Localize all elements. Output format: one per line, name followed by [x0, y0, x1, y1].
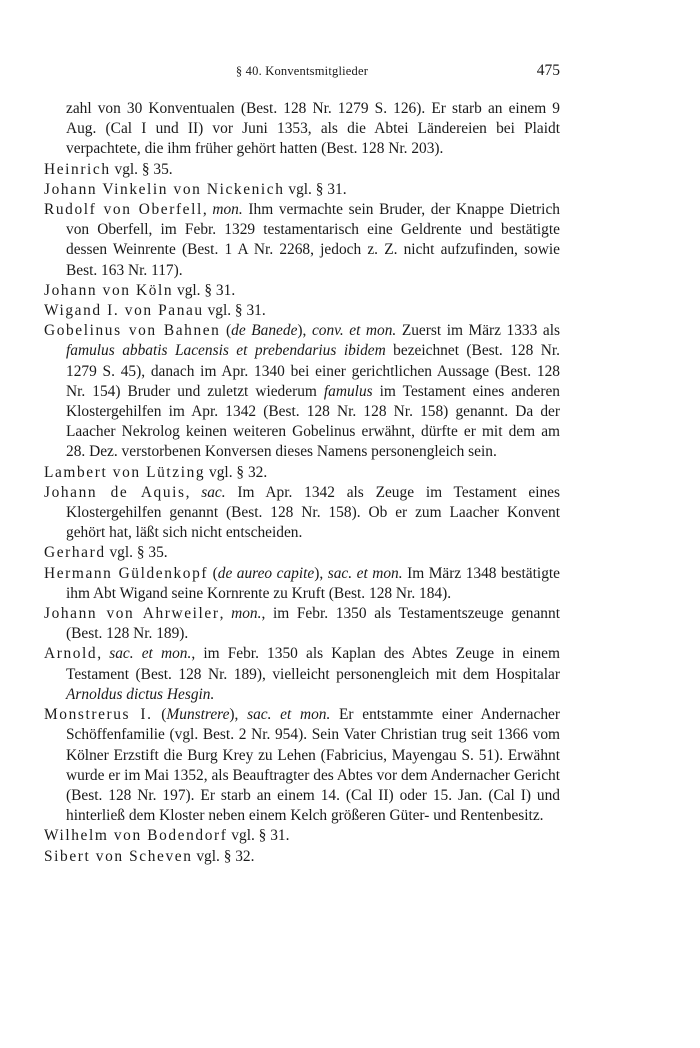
entry-latin-term: mon. — [212, 201, 243, 219]
entry-name: Arnold — [44, 645, 98, 663]
entry-text: , — [185, 483, 202, 501]
entry-text: Im Apr. 1342 als Zeuge im Testament eines Klostergehilfen genannt (Best. 128 Nr. 158). Ob er zum Laacher Konvent gehört hat, läßt sich nicht entscheiden. — [66, 483, 560, 542]
entry-latin-term: Arnoldus dictus Hesgin. — [66, 685, 215, 703]
entry-latin-term: de Banede — [231, 322, 298, 340]
register-entry — [44, 543, 560, 563]
entry-text: , — [202, 201, 213, 219]
entry-name: Heinrich — [44, 160, 111, 178]
entry-name: Johann von Köln — [44, 281, 174, 299]
entry-text: vgl. § 31. — [284, 180, 347, 198]
entry-latin-term: famulus — [323, 382, 373, 400]
entry-text: vgl. § 35. — [105, 544, 168, 562]
entry-latin-term: mon. — [231, 605, 262, 623]
entry-text: zahl von 30 Konventualen (Best. 128 Nr. 1279 S. 126). Er starb an einem 9 Aug. (Cal I und II) vor Juni 1353, als die Abtei Ländereien bei Plaidt verpachtete, die ihm früher gehört hatten (Best. 128 Nr. 203). — [66, 100, 560, 158]
page-number: 475 — [536, 62, 560, 79]
entry-text: , im Febr. 1350 als Kaplan des Abtes Zeuge in einem Testament (Best. 128 Nr. 189), vielleicht personengleich mit dem Hospitalar — [66, 645, 560, 683]
entry-name: Gobelinus von Bahnen — [44, 322, 221, 340]
entry-text: Ihm vermachte sein Bruder, der Knappe Dietrich von Oberfell, im Febr. 1329 testamentarisch eine Geldrente und bestätigte dessen Weinrente (Best. 1 A Nr. 2268, jedoch z. Z. nicht aufzufinden, sowie Best. 163 Nr. 117). — [66, 201, 560, 279]
entry-name: Sibert von Scheven — [44, 847, 193, 865]
register-entry — [44, 321, 560, 462]
register-entry — [44, 180, 560, 200]
entry-name: Johann von Ahrweiler — [44, 605, 220, 623]
register-entry — [44, 705, 560, 826]
page-header — [44, 64, 560, 84]
entry-text: , im Febr. 1350 als Testamentszeuge genannt (Best. 128 Nr. 189). — [66, 605, 560, 643]
entry-name: Johann de Aquis — [44, 483, 186, 501]
entry-name: Wigand I. von Panau — [44, 302, 204, 320]
entry-text: , — [219, 605, 232, 623]
entry-latin-term: sac. — [201, 483, 226, 501]
entry-latin-term: conv. et mon. — [311, 322, 397, 340]
entry-name: Hermann Güldenkopf — [44, 564, 209, 582]
entry-latin-term: famulus abbatis Lacensis et prebendarius ibidem — [66, 342, 386, 360]
entry-text: ), — [229, 706, 248, 724]
entry-text: vgl. § 35. — [110, 160, 173, 178]
entry-text: , — [97, 645, 110, 663]
entry-text: bezeichnet (Best. 128 Nr. 1279 S. 45), danach im Apr. 1340 bei einer gerichtlichen Aussage (Best. 128 Nr. 154) Bruder und zuletzt wiederum — [66, 342, 560, 400]
entry-latin-term: sac. et mon. — [327, 564, 403, 582]
entry-text: vgl. § 32. — [192, 847, 255, 865]
entry-name: Lambert von Lützing — [44, 463, 206, 481]
entry-text: Zuerst im März 1333 als — [396, 322, 560, 340]
register-entry — [44, 200, 560, 281]
register-entry — [44, 644, 560, 705]
entry-name: Gerhard — [44, 544, 106, 562]
entry-name: Monstrerus I. — [44, 706, 153, 724]
register-entry — [44, 564, 560, 604]
register-entry — [44, 463, 560, 483]
register-entry — [44, 281, 560, 301]
register-entry — [44, 826, 560, 846]
register-entry — [44, 99, 560, 160]
entry-text: vgl. § 31. — [227, 827, 290, 845]
entry-text: ( — [220, 322, 232, 340]
entry-text: Er entstammte einer Andernacher Schöffenfamilie (vgl. Best. 2 Nr. 954). Sein Vater Christian trug seit 1366 vom Kölner Erzstift die Burg Krey zu Lehen (Fabricius, Mayengau S. 51). Erwähnt wurde er im Mai 1352, als Beauftragter des Abtes vor dem Andernacher Gericht (Best. 128 Nr. 197). Er starb an einem 14. (Cal II) oder 15. Jan. (Cal I) und hinterließ dem Kloster neben einem Kelch größeren Güter- und Rentenbesitz. — [66, 706, 560, 825]
entry-text: vgl. § 31. — [173, 281, 236, 299]
entry-latin-term: sac. et mon. — [109, 645, 192, 663]
entry-text: ( — [152, 706, 167, 724]
entry-text: vgl. § 32. — [205, 463, 268, 481]
running-title: § 40. Konventsmitglieder — [235, 64, 369, 78]
entry-text: ), — [314, 564, 328, 582]
entry-list — [44, 99, 560, 867]
register-entry — [44, 847, 560, 867]
entry-latin-term: Munstrere — [166, 706, 230, 724]
entry-text: ), — [297, 322, 312, 340]
register-entry — [44, 604, 560, 644]
register-entry — [44, 160, 560, 180]
register-entry — [44, 301, 560, 321]
entry-latin-term: sac. et mon. — [247, 706, 331, 724]
entry-text: vgl. § 31. — [203, 302, 266, 320]
entry-name: Rudolf von Oberfell — [44, 201, 203, 219]
entry-name: Johann Vinkelin von Nickenich — [44, 180, 285, 198]
entry-text: im Testament eines anderen Klostergehilfen im Apr. 1342 (Best. 128 Nr. 128 Nr. 158) genannt. Da der Laacher Nekrolog keinen weiteren Gobelinus erwähnt, dürfte er mit dem am 28. Dez. verstorbenen Konversen dieses Namens personengleich sein. — [66, 382, 560, 461]
register-entry — [44, 483, 560, 544]
entry-latin-term: de aureo capite — [217, 564, 315, 582]
entry-text: Im März 1348 bestätigte ihm Abt Wigand seine Kornrente zu Kruft (Best. 128 Nr. 184). — [66, 564, 560, 602]
entry-text: ( — [208, 564, 218, 582]
entry-name: Wilhelm von Bodendorf — [44, 827, 228, 845]
